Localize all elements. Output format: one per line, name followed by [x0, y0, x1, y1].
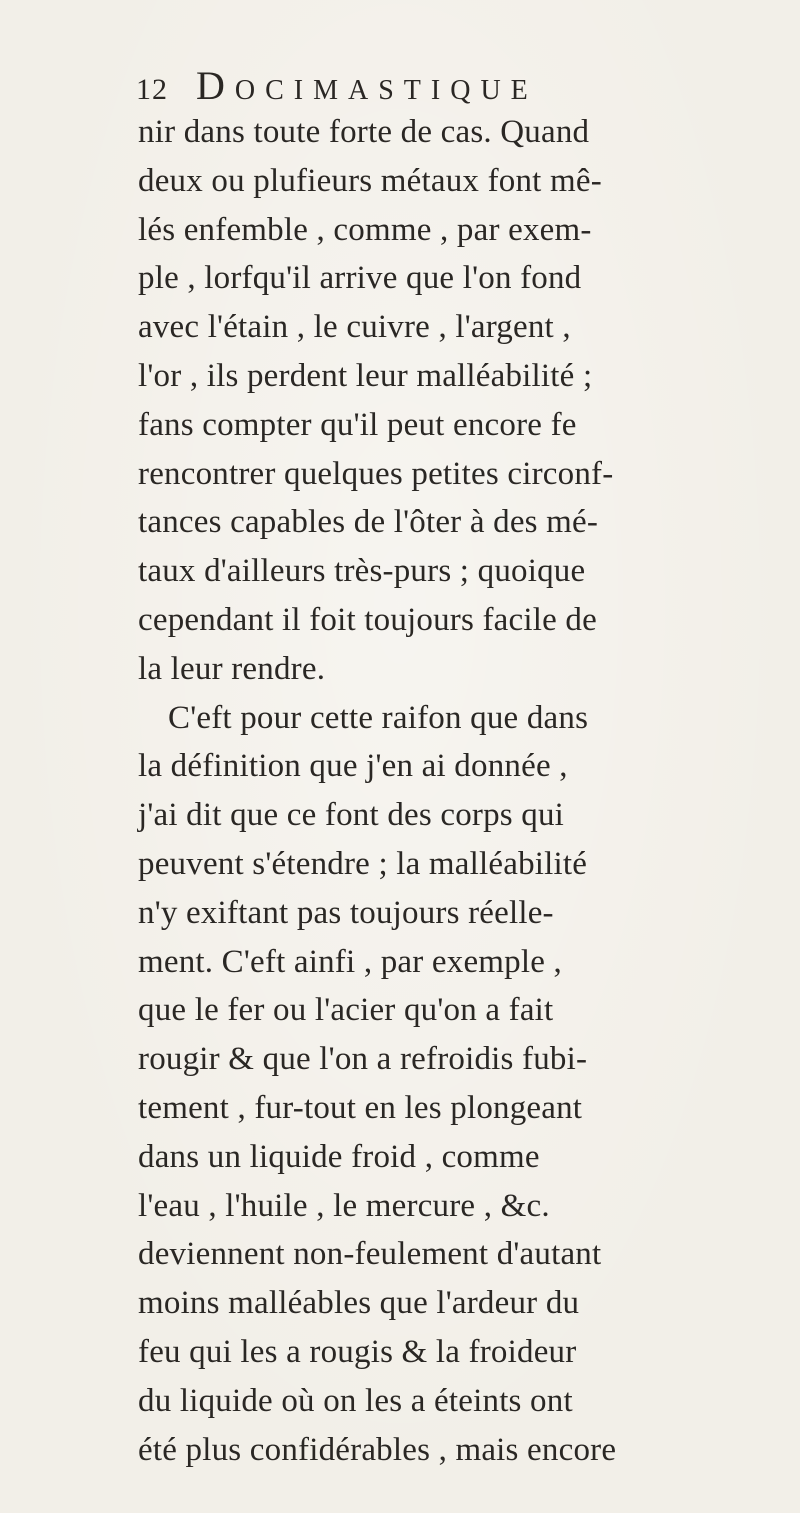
text-line: deviennent non-feulement d'autant — [138, 1236, 602, 1273]
text-line: j'ai dit que ce font des corps qui — [138, 797, 565, 834]
text-line: nir dans toute forte de cas. Quand — [138, 114, 590, 150]
text-line: l'or , ils perdent leur malléabilité ; — [138, 357, 593, 394]
text-line: dans un liquide froid , comme — [138, 1138, 540, 1175]
text-line: été plus confidérables , mais encore — [138, 1431, 617, 1468]
text-line: n'y exiftant pas toujours réelle- — [138, 894, 554, 931]
text-line: rencontrer quelques petites circonf- — [138, 455, 614, 492]
text-line: avec l'étain , le cuivre , l'argent , — [138, 309, 571, 346]
text-line: tances capables de l'ôter à des mé- — [138, 504, 599, 541]
paragraph-start-line: C'eft pour cette raifon que dans — [168, 699, 589, 736]
running-head — [136, 62, 696, 110]
text-line: que le fer ou l'acier qu'on a fait — [138, 992, 554, 1029]
text-line: peuvent s'étendre ; la malléabilité — [138, 845, 588, 882]
text-line: lés enfemble , comme , par exem- — [138, 211, 592, 248]
text-line: cependant il foit toujours facile de — [138, 601, 597, 638]
text-line: rougir & que l'on a refroidis fubi- — [138, 1041, 588, 1078]
text-line: du liquide où on les a éteints ont — [138, 1382, 573, 1419]
body-text — [138, 108, 778, 1474]
text-line: tement , fur-tout en les plongeant — [138, 1089, 583, 1126]
running-title: Docimastique — [196, 63, 538, 108]
text-line: moins malléables que l'ardeur du — [138, 1285, 580, 1322]
text-line: taux d'ailleurs très-purs ; quoique — [138, 553, 586, 590]
text-line: la définition que j'en ai donnée , — [138, 748, 568, 785]
text-line: feu qui les a rougis & la froideur — [138, 1333, 577, 1370]
text-line: ment. C'eft ainfi , par exemple , — [138, 943, 562, 980]
text-line: fans compter qu'il peut encore fe — [138, 406, 577, 443]
text-line: ple , lorfqu'il arrive que l'on fond — [138, 260, 582, 297]
text-line: l'eau , l'huile , le mercure , &c. — [138, 1187, 550, 1224]
page-number: 12 — [136, 73, 168, 106]
text-line: la leur rendre. — [138, 650, 326, 687]
text-line: deux ou plufieurs métaux font mê- — [138, 162, 602, 199]
